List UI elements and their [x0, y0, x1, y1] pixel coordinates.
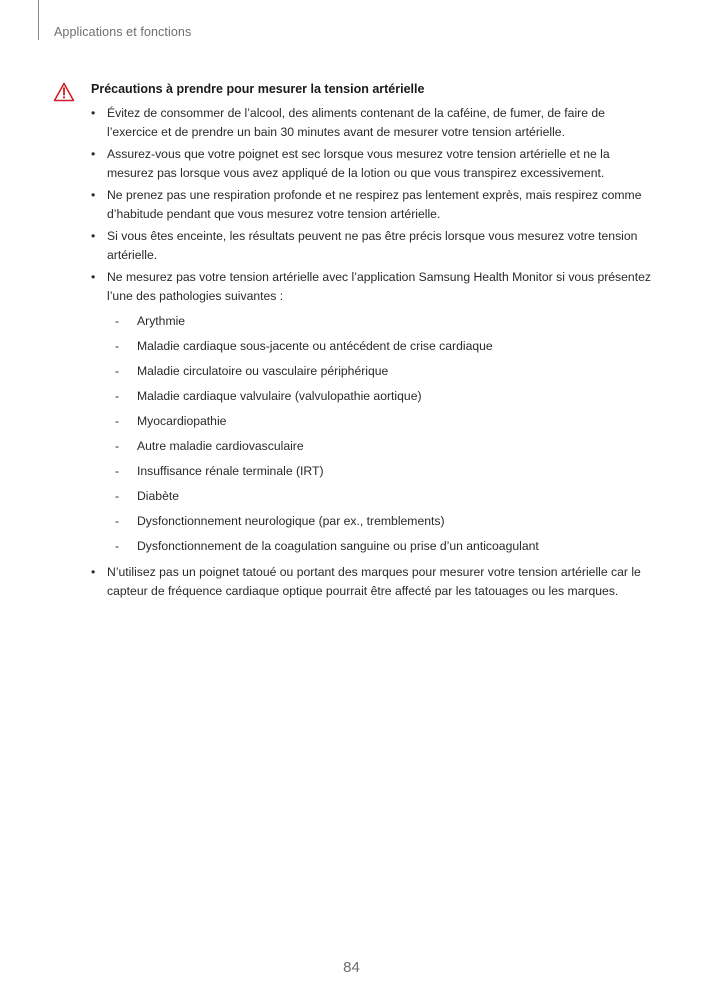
condition-item: - Diabète — [91, 484, 653, 509]
list-item: • Assurez-vous que votre poignet est sec lorsque vous mesurez votre tension artérielle et ne la mesurez pas lorsque vous avez appliqué de la lotion ou que vous transpirez excessivement. — [91, 145, 653, 182]
list-item: • N’utilisez pas un poignet tatoué ou portant des marques pour mesurer votre tension artérielle car le capteur de fréquence cardiaque optique pourrait être affecté par les tatouages ou les marques. — [91, 563, 653, 600]
precautions-list — [91, 104, 653, 604]
condition-item: - Insuffisance rénale terminale (IRT) — [91, 459, 653, 484]
condition-item: - Dysfonctionnement neurologique (par ex., tremblements) — [91, 509, 653, 534]
list-item: • Ne mesurez pas votre tension artérielle avec l’application Samsung Health Monitor si vous présentez l’une des pathologies suivantes : — [91, 268, 653, 305]
list-item: • Ne prenez pas une respiration profonde et ne respirez pas lentement exprès, mais respirez comme d’habitude pendant que vous mesurez votre tension artérielle. — [91, 186, 653, 223]
page-number: 84 — [343, 959, 360, 976]
condition-item: - Dysfonctionnement de la coagulation sanguine ou prise d’un anticoagulant — [91, 534, 653, 559]
condition-item: - Autre maladie cardiovasculaire — [91, 434, 653, 459]
condition-item: - Myocardiopathie — [91, 409, 653, 434]
condition-item: - Maladie cardiaque sous-jacente ou antécédent de crise cardiaque — [91, 334, 653, 359]
condition-item: - Maladie circulatoire ou vasculaire périphérique — [91, 359, 653, 384]
list-item: • Évitez de consommer de l’alcool, des aliments contenant de la caféine, de fumer, de faire de l’exercice et de prendre un bain 30 minutes avant de mesurer votre tension artérielle. — [91, 104, 653, 141]
header-divider — [38, 0, 39, 40]
section-title: Précautions à prendre pour mesurer la tension artérielle — [91, 82, 425, 96]
list-item: • Si vous êtes enceinte, les résultats peuvent ne pas être précis lorsque vous mesurez votre tension artérielle. — [91, 227, 653, 264]
warning-icon — [53, 82, 75, 102]
condition-item: - Maladie cardiaque valvulaire (valvulopathie aortique) — [91, 384, 653, 409]
condition-item: - Arythmie — [91, 309, 653, 334]
chapter-title: Applications et fonctions — [54, 25, 192, 39]
conditions-sublist — [91, 309, 653, 559]
